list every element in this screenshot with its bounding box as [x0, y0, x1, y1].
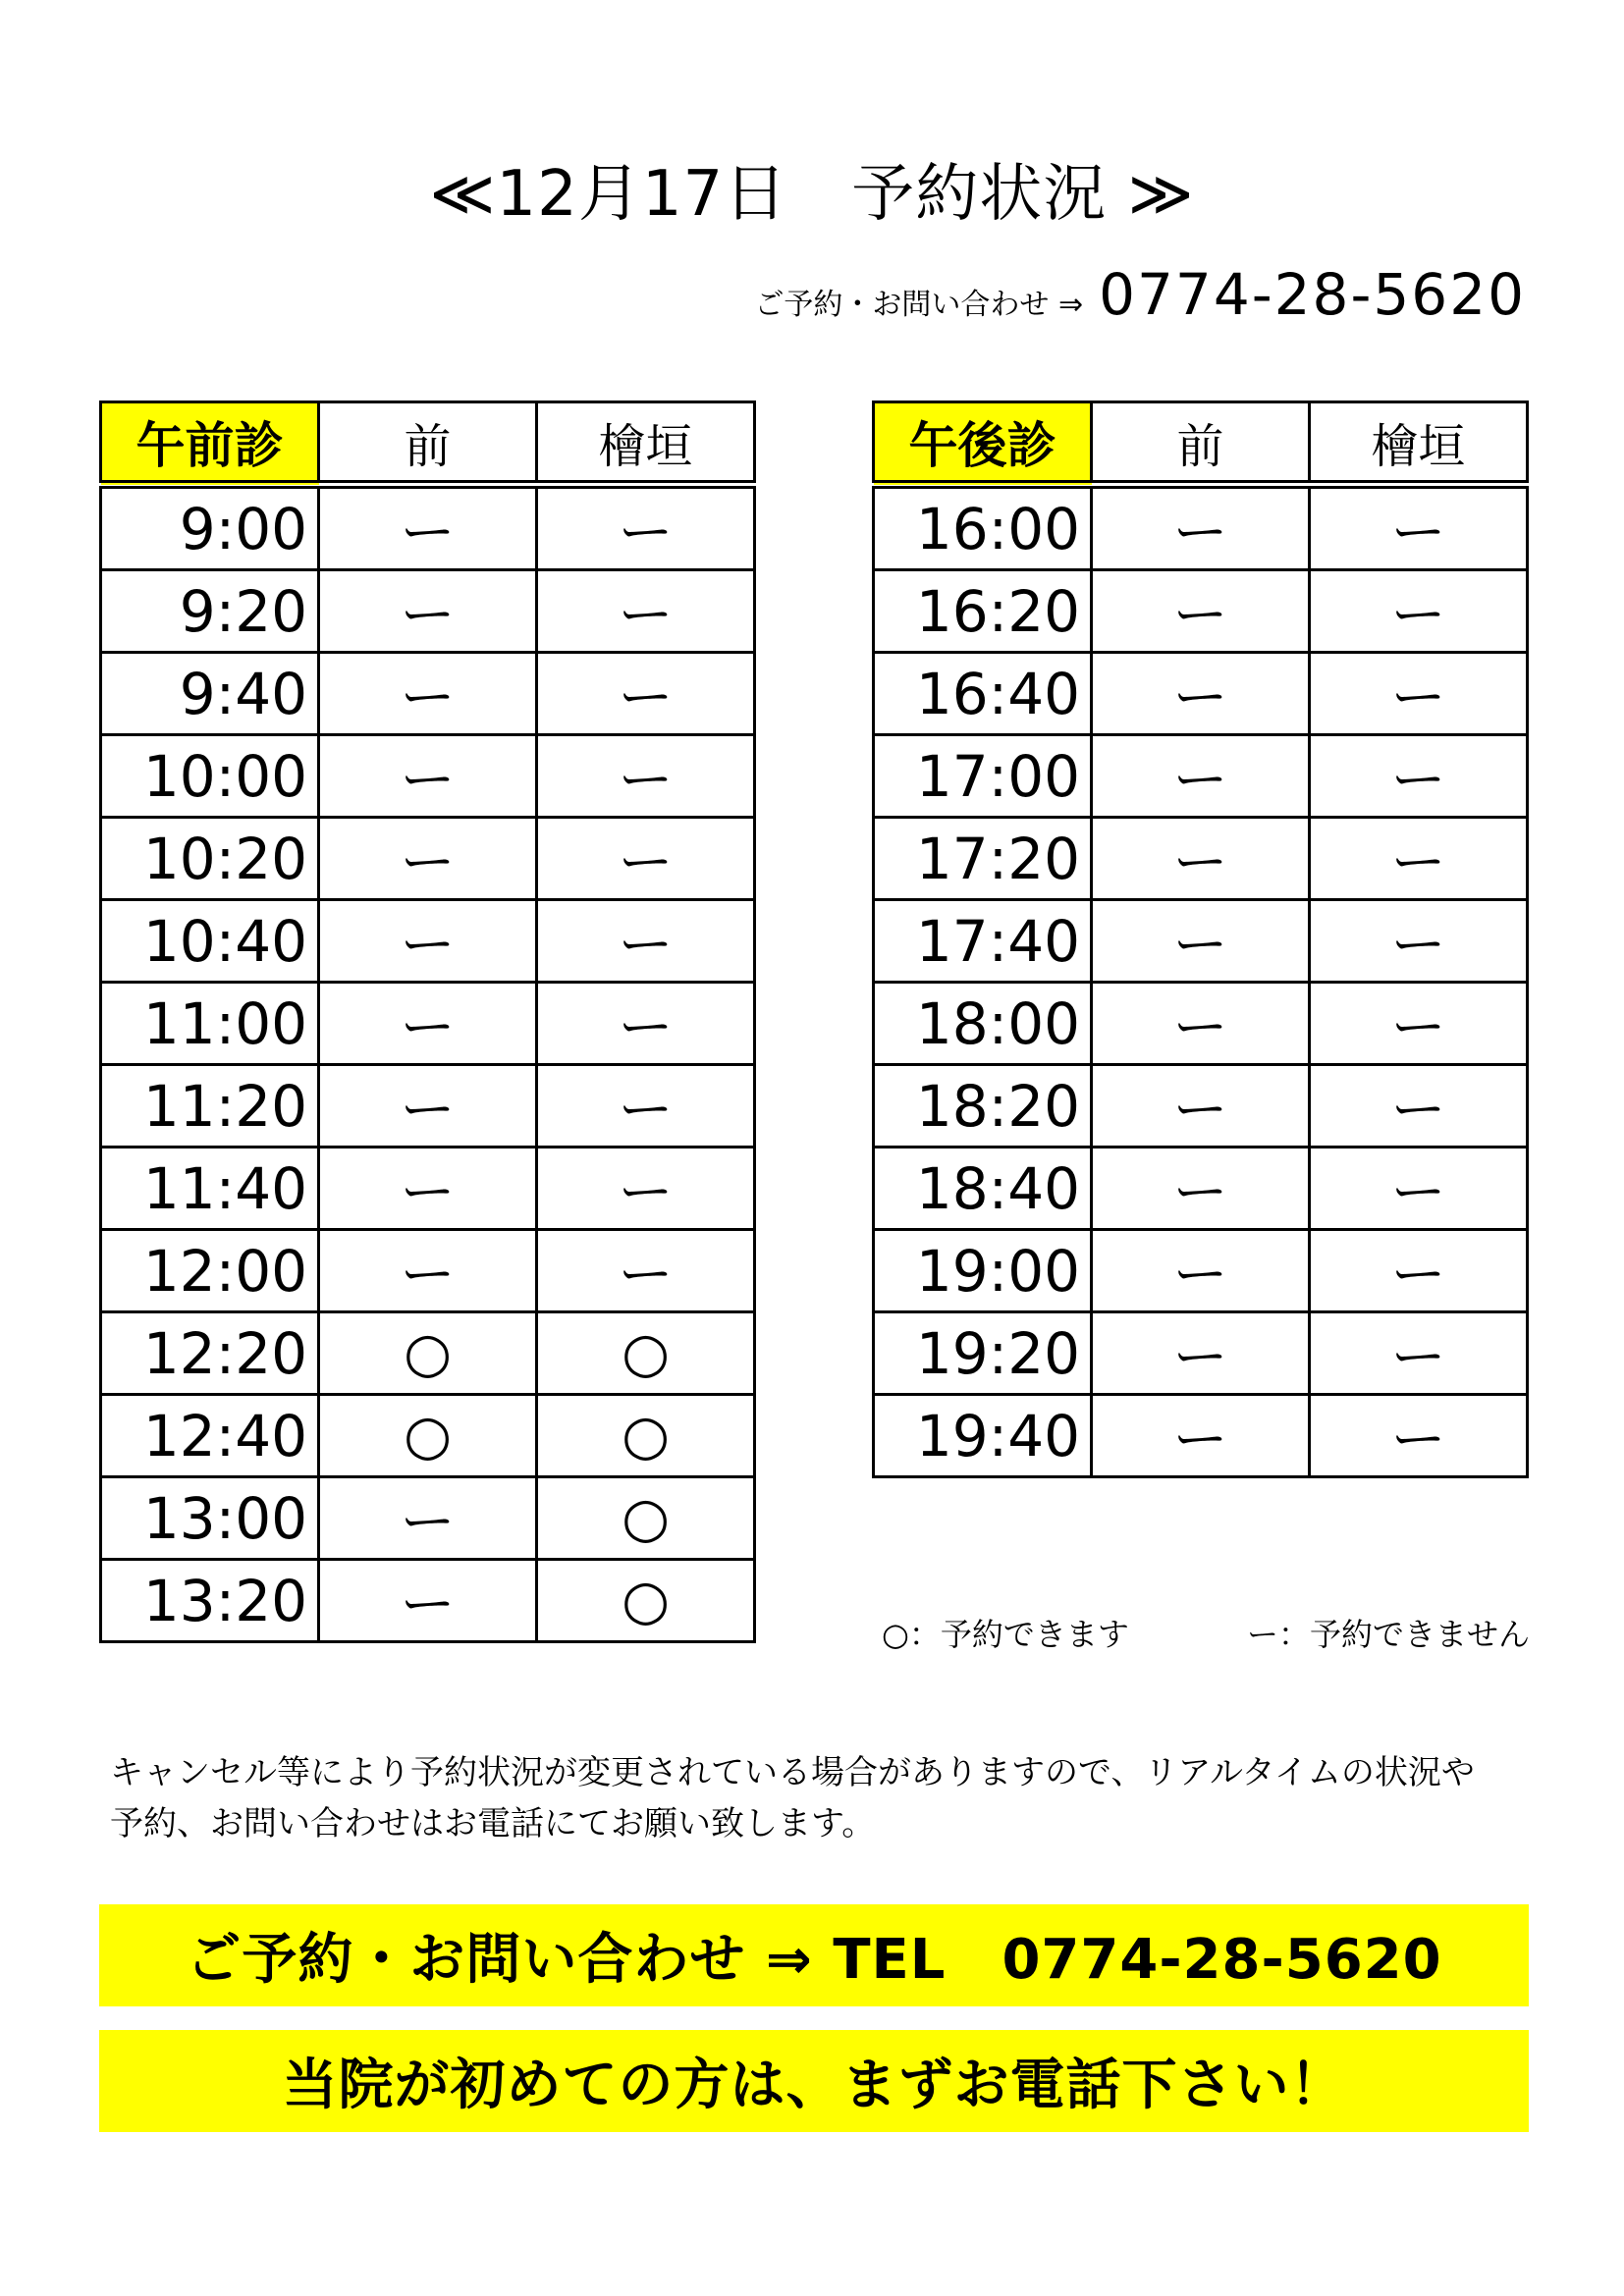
availability-mae: ー [1092, 900, 1310, 983]
availability-higaki: ー [537, 983, 755, 1065]
table-row [874, 485, 1528, 570]
availability-higaki: ー [537, 735, 755, 818]
table-row [874, 1312, 1528, 1395]
availability-higaki: ー [537, 818, 755, 900]
availability-mae: ー [1092, 485, 1310, 570]
legend-unavailable: ー：予約できません [1246, 1616, 1530, 1653]
availability-higaki: ー [537, 653, 755, 735]
availability-higaki: ○ [537, 1312, 755, 1395]
table-row [101, 818, 755, 900]
availability-higaki: ー [1310, 735, 1528, 818]
legend-available: ○：予約できます [882, 1616, 1129, 1653]
morning-schedule-table [99, 400, 756, 1643]
afternoon-header: 午後診 [874, 402, 1092, 485]
availability-higaki: ー [1310, 1148, 1528, 1230]
time-slot: 17:20 [874, 818, 1092, 900]
availability-mae: ー [319, 1230, 537, 1312]
time-slot: 16:40 [874, 653, 1092, 735]
time-slot: 10:20 [101, 818, 319, 900]
availability-higaki: ー [1310, 1395, 1528, 1477]
time-slot: 16:00 [874, 485, 1092, 570]
availability-mae: ー [1092, 1148, 1310, 1230]
table-row [101, 485, 755, 570]
availability-mae: ー [319, 983, 537, 1065]
availability-higaki: ー [1310, 983, 1528, 1065]
availability-higaki: ー [537, 1148, 755, 1230]
notice-line: キャンセル等により予約状況が変更されている場合がありますので、リアルタイムの状況や [110, 1753, 1475, 1792]
table-row [101, 653, 755, 735]
time-slot: 12:40 [101, 1395, 319, 1477]
availability-mae: ー [319, 900, 537, 983]
notice-line: 予約、お問い合わせはお電話にてお願い致します。 [110, 1804, 876, 1843]
availability-higaki: ー [1310, 485, 1528, 570]
availability-higaki: ○ [537, 1560, 755, 1642]
table-header-row [101, 402, 755, 485]
table-header-row [874, 402, 1528, 485]
availability-higaki: ー [537, 900, 755, 983]
time-slot: 18:40 [874, 1148, 1092, 1230]
table-row [101, 735, 755, 818]
table-row [101, 1148, 755, 1230]
page-title: ≪12月17日 予約状況 ≫ [429, 158, 1195, 231]
table-row [101, 1560, 755, 1642]
availability-mae: ー [1092, 570, 1310, 653]
time-slot: 11:40 [101, 1148, 319, 1230]
availability-mae: ー [1092, 735, 1310, 818]
time-slot: 17:00 [874, 735, 1092, 818]
table-row [874, 900, 1528, 983]
notice-text [110, 1747, 1534, 1849]
doctor-header-higaki: 檜垣 [537, 402, 755, 485]
table-row [874, 1065, 1528, 1148]
time-slot: 12:00 [101, 1230, 319, 1312]
availability-mae: ー [1092, 1395, 1310, 1477]
availability-mae: ー [319, 485, 537, 570]
availability-mae: ー [319, 570, 537, 653]
availability-mae: ー [319, 1477, 537, 1560]
availability-higaki: ○ [537, 1395, 755, 1477]
availability-mae: ○ [319, 1312, 537, 1395]
availability-higaki: ー [537, 1065, 755, 1148]
availability-mae: ー [319, 1560, 537, 1642]
time-slot: 19:00 [874, 1230, 1092, 1312]
availability-higaki: ー [1310, 1312, 1528, 1395]
table-row [101, 1065, 755, 1148]
availability-higaki: ー [537, 485, 755, 570]
doctor-header-higaki: 檜垣 [1310, 402, 1528, 485]
availability-mae: ー [1092, 983, 1310, 1065]
table-row [874, 653, 1528, 735]
table-row [874, 1148, 1528, 1230]
time-slot: 11:00 [101, 983, 319, 1065]
availability-mae: ー [319, 1148, 537, 1230]
time-slot: 19:20 [874, 1312, 1092, 1395]
availability-mae: ー [319, 653, 537, 735]
availability-higaki: ー [1310, 818, 1528, 900]
table-row [874, 818, 1528, 900]
time-slot: 13:00 [101, 1477, 319, 1560]
time-slot: 10:00 [101, 735, 319, 818]
availability-higaki: ー [1310, 900, 1528, 983]
doctor-header-mae: 前 [1092, 402, 1310, 485]
availability-higaki: ー [537, 1230, 755, 1312]
availability-mae: ー [1092, 653, 1310, 735]
contact-top [754, 261, 1526, 328]
phone-banner: ご予約・お問い合わせ ⇒ TEL 0774-28-5620 [99, 1904, 1529, 2006]
doctor-header-mae: 前 [319, 402, 537, 485]
availability-higaki: ー [537, 570, 755, 653]
time-slot: 16:20 [874, 570, 1092, 653]
time-slot: 12:20 [101, 1312, 319, 1395]
contact-label: ご予約・お問い合わせ ⇒ [754, 288, 1084, 322]
availability-higaki: ○ [537, 1477, 755, 1560]
availability-higaki: ー [1310, 653, 1528, 735]
availability-mae: ○ [319, 1395, 537, 1477]
time-slot: 9:20 [101, 570, 319, 653]
afternoon-schedule-table [872, 400, 1529, 1478]
availability-higaki: ー [1310, 570, 1528, 653]
time-slot: 13:20 [101, 1560, 319, 1642]
time-slot: 10:40 [101, 900, 319, 983]
table-row [101, 1477, 755, 1560]
time-slot: 11:20 [101, 1065, 319, 1148]
time-slot: 9:40 [101, 653, 319, 735]
table-row [874, 983, 1528, 1065]
legend [882, 1610, 1530, 1655]
table-row [101, 900, 755, 983]
availability-mae: ー [1092, 1065, 1310, 1148]
time-slot: 17:40 [874, 900, 1092, 983]
table-row [101, 1312, 755, 1395]
time-slot: 18:00 [874, 983, 1092, 1065]
table-row [101, 1395, 755, 1477]
time-slot: 9:00 [101, 485, 319, 570]
availability-mae: ー [1092, 1312, 1310, 1395]
table-row [874, 570, 1528, 653]
first-visit-banner: 当院が初めての方は、まずお電話下さい！ [99, 2030, 1529, 2132]
availability-mae: ー [1092, 818, 1310, 900]
table-row [101, 983, 755, 1065]
table-row [874, 735, 1528, 818]
table-row [874, 1230, 1528, 1312]
availability-mae: ー [1092, 1230, 1310, 1312]
table-row [101, 1230, 755, 1312]
availability-higaki: ー [1310, 1230, 1528, 1312]
time-slot: 19:40 [874, 1395, 1092, 1477]
table-row [874, 1395, 1528, 1477]
availability-mae: ー [319, 1065, 537, 1148]
contact-phone[interactable]: 0774-28-5620 [1099, 261, 1526, 328]
time-slot: 18:20 [874, 1065, 1092, 1148]
availability-mae: ー [319, 735, 537, 818]
availability-higaki: ー [1310, 1065, 1528, 1148]
morning-header: 午前診 [101, 402, 319, 485]
availability-mae: ー [319, 818, 537, 900]
table-row [101, 570, 755, 653]
